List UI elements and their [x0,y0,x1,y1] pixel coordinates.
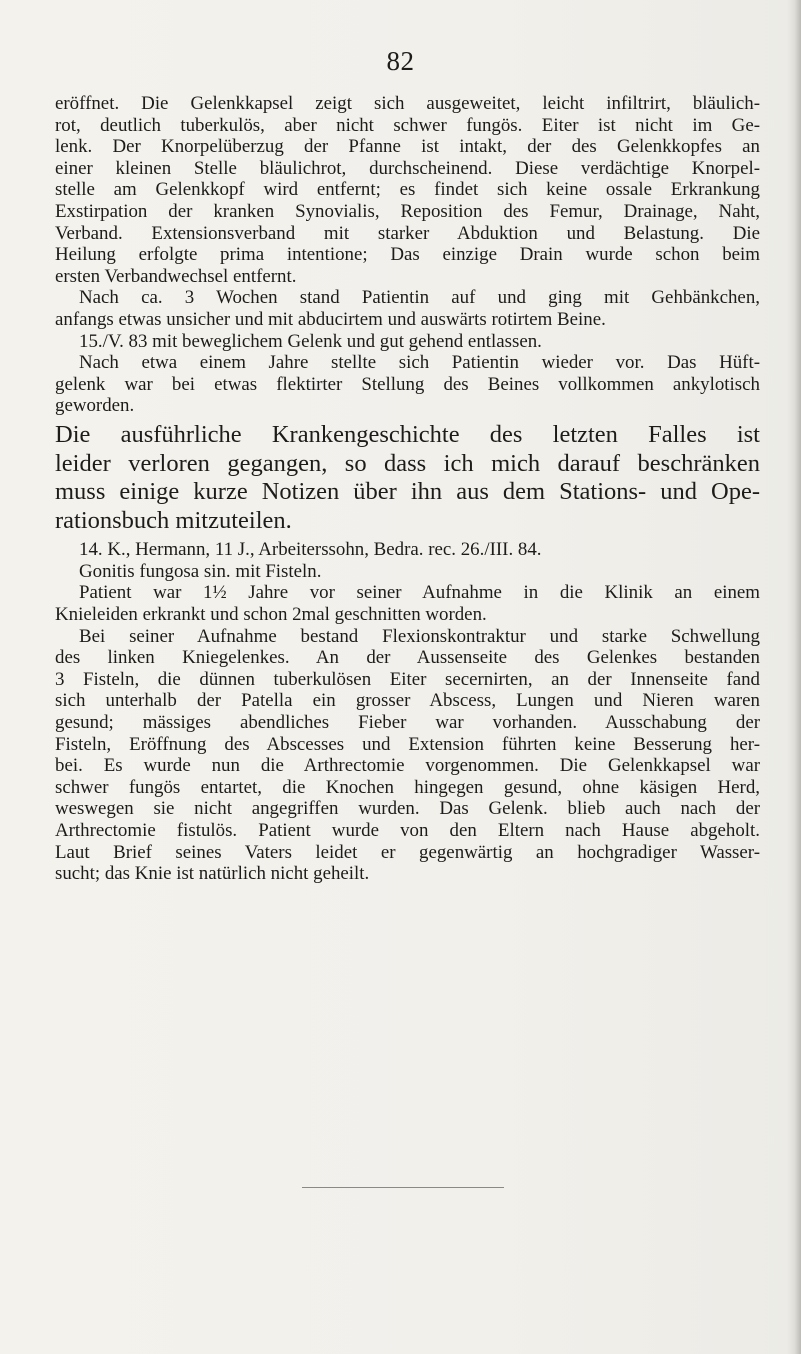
case-diagnosis: Gonitis fungosa sin. mit Fisteln. [79,560,322,582]
text-line: schwer fungös entartet, die Knochen hingegen gesund, ohne käsigen Herd, [55,776,760,798]
text-line: ersten Verbandwechsel entfernt. [55,265,297,287]
text-line: gelenk war bei etwas flektirter Stellung des Beines vollkommen ankylotisch [55,373,760,395]
text-line: Nach etwa einem Jahre stellte sich Patientin wieder vor. Das Hüft- [79,352,760,374]
large-text-line: rationsbuch mitzuteilen. [55,506,292,534]
large-text-line: muss einige kurze Notizen über ihn aus dem Stations- und Ope- [55,478,760,506]
text-line: Patient war 1½ Jahre vor seiner Aufnahme in die Klinik an einem [79,582,760,604]
large-print-paragraph [55,421,760,535]
text-line: Arthrectomie fistulös. Patient wurde von den Eltern nach Hause abgeholt. [55,820,760,841]
page-number: 82 [386,46,415,76]
text-line: geworden. [55,395,135,417]
page-text [55,93,760,885]
page-edge-shadow [787,0,801,1354]
text-line: Heilung erfolgte prima intentione; Das einzige Drain wurde schon beim [55,244,760,266]
text-line: lenk. Der Knorpelüberzug der Pfanne ist intakt, der des Gelenkkopfes an [55,136,760,158]
text-line: einer kleinen Stelle bläulichrot, durchscheinend. Diese verdächtige Knorpel- [55,157,760,179]
text-line: Verband. Extensionsverband mit starker Abduktion und Belastung. Die [55,222,760,244]
text-line: Laut Brief seines Vaters leidet er gegenwärtig an hochgradiger Wasser- [55,841,760,863]
text-line: 3 Fisteln, die dünnen tuberkulösen Eiter secernirten, an der Innenseite fand [55,668,760,690]
text-line: des linken Kniegelenkes. An der Aussenseite des Gelenkes bestanden [55,647,760,669]
text-line: sucht; das Knie ist natürlich nicht geheilt. [55,863,370,885]
case-header [55,539,760,561]
text-line: stelle am Gelenkkopf wird entfernt; es findet sich keine ossale Erkrankung [55,179,760,201]
case-header-text: 14. K., Hermann, 11 J., Arbeiterssohn, Bedra. rec. 26./III. 84. [79,539,542,561]
text-line: Nach ca. 3 Wochen stand Patientin auf und ging mit Gehbänkchen, [79,287,760,309]
text-line: anfangs etwas unsicher und mit abducirtem und auswärts rotirtem Beine. [55,308,606,330]
text-line: Exstirpation der kranken Synovialis, Reposition des Femur, Drainage, Naht, [55,200,760,222]
text-line: gesund; mässiges abendliches Fieber war vorhanden. Ausschabung der [55,712,760,734]
large-text-line: Die ausführliche Krankengeschichte des letzten Falles ist [55,420,760,448]
text-line: Bei seiner Aufnahme bestand Flexionskontraktur und starke Schwellung [79,625,760,647]
paragraph-discharge [55,331,760,353]
paragraph-followup [55,352,760,417]
text-line: sich unterhalb der Patella ein grosser Abscess, Lungen und Nieren waren [55,690,760,712]
text-line: bei. Es wurde nun die Arthrectomie vorgenommen. Die Gelenkkapsel war [55,755,760,777]
case-14 [55,539,760,885]
text-line: weswegen sie nicht angegriffen wurden. Das Gelenk. blieb auch nach der [55,798,760,820]
text-line: 15./V. 83 mit beweglichem Gelenk und gut gehend entlassen. [79,330,542,352]
text-line: eröffnet. Die Gelenkkapsel zeigt sich ausgeweitet, leicht infiltrirt, bläulich- [55,93,760,114]
text-line: Fisteln, Eröffnung des Abscesses und Extension führten keine Besserung her- [55,733,760,755]
paragraph-continuation [55,93,760,287]
section-divider [302,1187,504,1188]
text-line: rot, deutlich tuberkulös, aber nicht schwer fungös. Eiter ist nicht im Ge- [55,114,760,136]
text-line: Knieleiden erkrankt und schon 2mal geschnitten worden. [55,604,487,626]
large-text-line: leider verloren gegangen, so dass ich mich darauf beschränken [55,449,760,477]
paragraph-recovery [55,287,760,330]
